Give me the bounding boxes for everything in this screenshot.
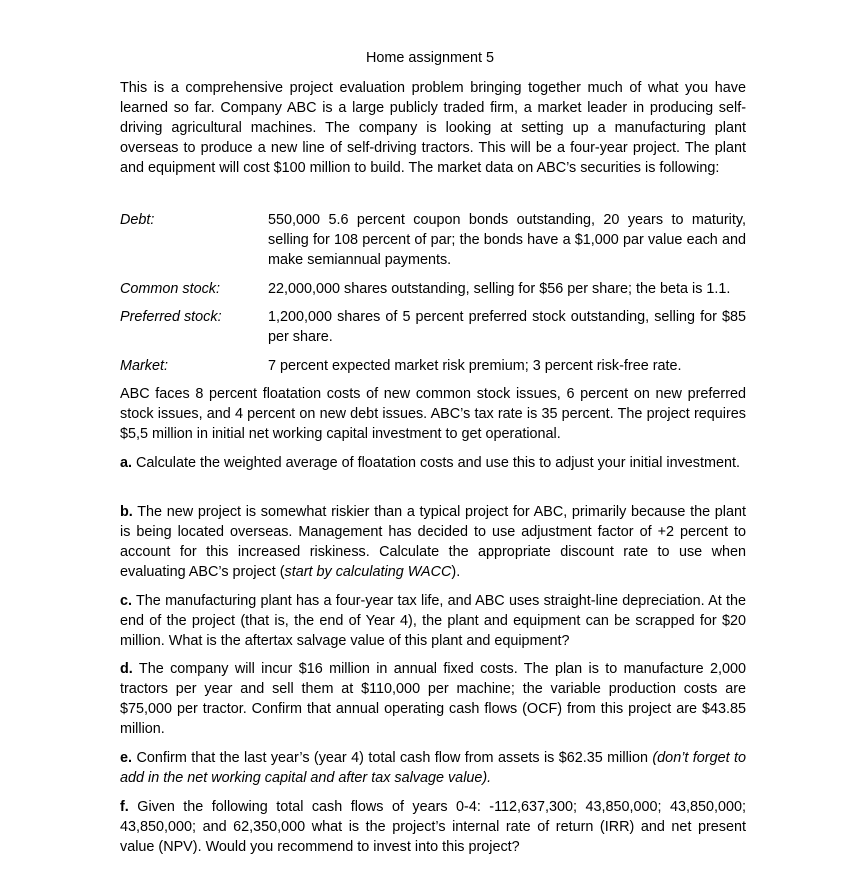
question-b-italic: start by calculating WACC bbox=[284, 564, 452, 580]
document-title: Home assignment 5 bbox=[366, 50, 494, 66]
market-text: 7 percent expected market risk premium; 3 percent risk-free rate. bbox=[268, 358, 682, 374]
common-stock-text: 22,000,000 shares outstanding, selling for $56 per share; the beta is 1.1. bbox=[268, 281, 731, 297]
question-b bbox=[120, 502, 746, 582]
question-c-text: The manufacturing plant has a four-year tax life, and ABC uses straight-line depreciation. At the end of the project (that is, the end of Year 4), the plant and equipment can be scrapped for $20 million. What is the aftertax salvage value of this plant and equipment? bbox=[120, 593, 746, 649]
question-b-label: b. bbox=[120, 504, 133, 520]
costs-paragraph: ABC faces 8 percent floatation costs of new common stock issues, 6 percent on new preferred stock issues, and 4 percent on new debt issues. ABC’s tax rate is 35 percent. The project requires $5,5 million in initial net working capital investment to get operational. bbox=[120, 386, 746, 442]
debt-label: Debt: bbox=[120, 212, 155, 228]
question-d bbox=[120, 659, 746, 739]
question-c-label: c. bbox=[120, 593, 133, 609]
common-stock-label: Common stock: bbox=[120, 281, 220, 297]
question-e bbox=[120, 748, 746, 788]
question-a bbox=[120, 453, 746, 473]
question-c bbox=[120, 591, 746, 651]
question-a-text: Calculate the weighted average of floatation costs and use this to adjust your initial investment. bbox=[136, 455, 740, 471]
question-e-italic: (don’t forget to add in the net working capital and after tax salvage value). bbox=[120, 750, 747, 786]
question-d-label: d. bbox=[120, 661, 133, 677]
question-f bbox=[120, 797, 746, 857]
question-f-text: Given the following total cash flows of years 0-4: -112,637,300; 43,850,000; 43,850,000; 43,850,000; and 62,350,000 what is the project’s internal rate of return (IRR) and net present value (NPV). Would you recommend to invest into this project? bbox=[120, 799, 746, 855]
question-d-text: The company will incur $16 million in annual fixed costs. The plan is to manufacture 2,000 tractors per year and sell them at $110,000 per machine; the variable production costs are $75,000 per tractor. Confirm that annual operating cash flows (OCF) from this project are $43.85 million. bbox=[120, 661, 746, 737]
market-label: Market: bbox=[120, 358, 168, 374]
question-b-text: The new project is somewhat riskier than a typical project for ABC, primarily because the plant is being located overseas. Management has decided to use adjustment factor of +2 percent to account for this increased riskiness. Calculate the appropriate discount rate to use when evaluating ABC’s project ( bbox=[120, 504, 746, 580]
question-f-label: f. bbox=[120, 799, 129, 815]
question-b-end: ). bbox=[451, 564, 461, 580]
question-e-text: Confirm that the last year’s (year 4) total cash flow from assets is $62.35 million bbox=[136, 750, 648, 766]
question-a-label: a. bbox=[120, 455, 133, 471]
question-e-label: e. bbox=[120, 750, 133, 766]
intro-paragraph: This is a comprehensive project evaluation problem bringing together much of what you have learned so far. Company ABC is a large publicly traded firm, a market leader in producing self-driving agricultural machines. The company is looking at setting up a manufacturing plant overseas to produce a new line of self-driving tractors. This will be a four-year project. The plant and equipment will cost $100 million to build. The market data on ABC’s securities is following: bbox=[120, 80, 746, 176]
preferred-stock-text: 1,200,000 shares of 5 percent preferred stock outstanding, selling for $85 per share. bbox=[268, 309, 746, 345]
debt-text: 550,000 5.6 percent coupon bonds outstanding, 20 years to maturity, selling for 108 percent of par; the bonds have a $1,000 par value each and make semiannual payments. bbox=[268, 212, 746, 268]
preferred-stock-label: Preferred stock: bbox=[120, 309, 222, 325]
